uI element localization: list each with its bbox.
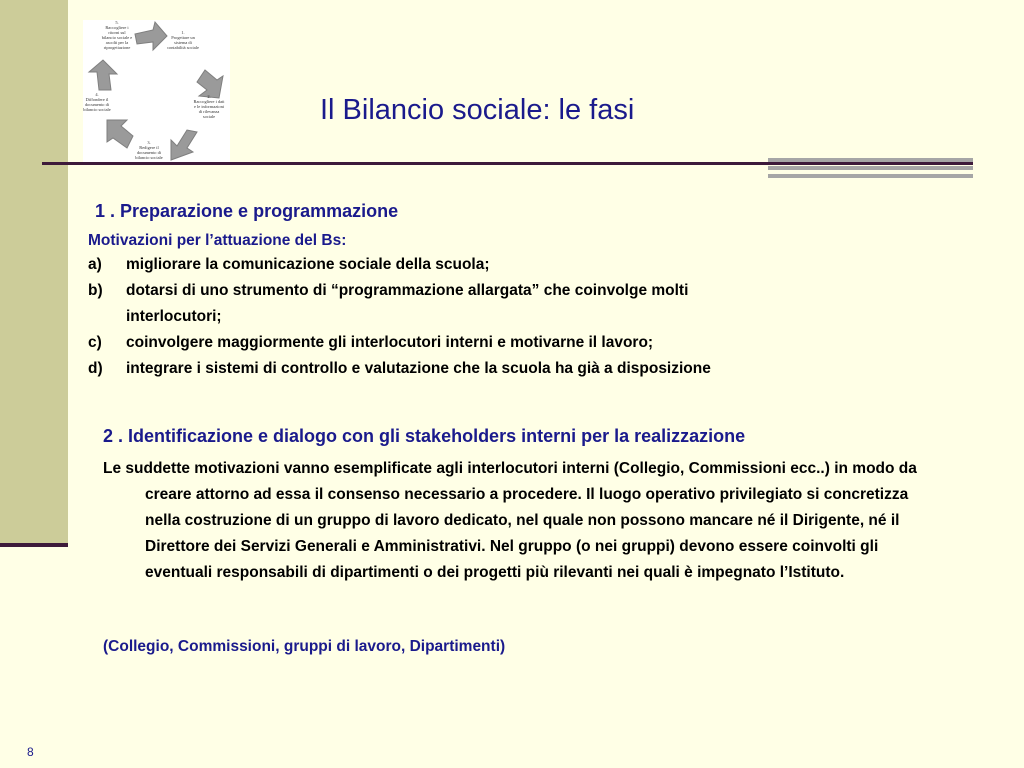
list-item-b-marker: b) [88, 282, 103, 299]
list-item-d-marker: d) [88, 360, 103, 377]
cycle-arrow-5 [89, 60, 117, 90]
grey-decorative-bars [768, 158, 973, 179]
list-item-b-text-line2: interlocutori; [126, 308, 222, 325]
left-decorative-band [0, 0, 68, 545]
cycle-arrow-3 [171, 130, 197, 160]
cycle-diagram [83, 20, 230, 163]
list-item-b-text-line1: dotarsi di uno strumento di “programmazione allargata” che coinvolge molti [126, 282, 689, 299]
section1-subheading: Motivazioni per l’attuazione del Bs: [88, 232, 347, 249]
diagram-step-3: 3. Redigere il documento di bilancio sociale [135, 140, 163, 160]
diagram-step-5: 5. Raccogliere i ritorni sul bilancio sociale e ascolti per la riprogettazione [101, 20, 133, 50]
list-item-d-text: integrare i sistemi di controllo e valutazione che la scuola ha già a disposizione [126, 360, 711, 377]
diagram-step-2: 2. Raccogliere i dati e le informazioni di rilevanza sociale [193, 94, 225, 119]
left-accent-line [0, 543, 68, 547]
diagram-step-1: 1. Progettare un sistema di contabilità sociale [167, 30, 199, 50]
list-item-a-marker: a) [88, 256, 102, 273]
slide-title: Il Bilancio sociale: le fasi [320, 94, 635, 126]
section1-heading: 1 . Preparazione e programmazione [95, 201, 399, 221]
page-number: 8 [27, 745, 34, 759]
section2-footer: (Collegio, Commissioni, gruppi di lavoro, Dipartimenti) [103, 638, 506, 655]
cycle-arrow-1 [135, 22, 167, 50]
cycle-arrow-4 [107, 120, 133, 148]
list-item-c-text: coinvolgere maggiormente gli interlocutori interni e motivarne il lavoro; [126, 334, 654, 351]
cycle-diagram-svg [83, 20, 230, 163]
section2-body [103, 456, 943, 586]
section2-paragraph: Le suddette motivazioni vanno esemplificate agli interlocutori interni (Collegio, Commissioni ecc..) in modo da creare attorno ad essa il consenso necessario a procedere. Il luogo operativo privilegiato si concretizza nella costruzione di un gruppo di lavoro dedicato, nel quale non possono mancare né il Dirigente, né il Direttore dei Servizi Generali e Amministrativi. Nel gruppo (o nei gruppi) devono essere coinvolti gli eventuali responsabili di dipartimenti o dei progetti più rilevanti nei quali è impegnato l’Istituto. [103, 460, 917, 581]
list-item-a-text: migliorare la comunicazione sociale della scuola; [126, 256, 490, 273]
diagram-step-4: 4. Diffondere il documento di bilancio sociale [83, 92, 111, 112]
list-item-c-marker: c) [88, 334, 102, 351]
section2-heading: 2 . Identificazione e dialogo con gli stakeholders interni per la realizzazione [103, 426, 746, 446]
